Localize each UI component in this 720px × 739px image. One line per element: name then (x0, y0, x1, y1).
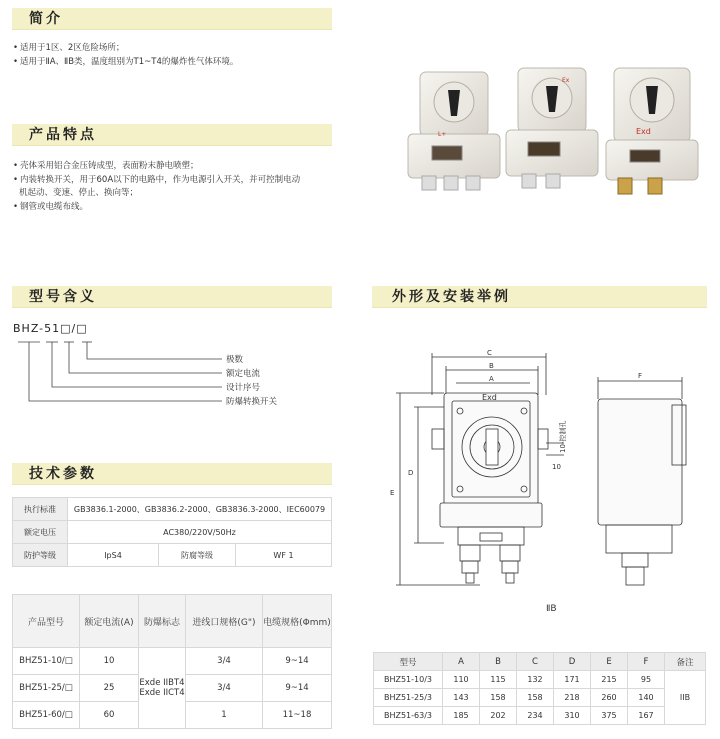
feature-bullet-3: • 钢管或电缆布线。 (13, 201, 88, 213)
corrosion-label: 防腐等级 (159, 544, 236, 567)
table-row (13, 544, 332, 567)
dim-cell-f: 167 (628, 707, 665, 725)
feature-bullet-2-cont: 机起动、变速、停止、换向等； (19, 188, 139, 198)
section-title-model: 型号含义 (29, 289, 97, 305)
product-photo (380, 60, 710, 220)
dim-cell-c: 234 (517, 707, 554, 725)
model-legend-current: 额定电流 (226, 369, 261, 379)
dim-header-f: F (628, 653, 665, 671)
std-label: 执行标准 (13, 498, 68, 521)
dim-cell-model: BHZ51-25/3 (374, 689, 443, 707)
marking-line-2: Exde IICT4 (139, 688, 185, 698)
spec-cell-current: 60 (80, 702, 139, 729)
dim-header-remark: 备注 (665, 653, 706, 671)
table-row (13, 498, 332, 521)
spec-cell-thread: 1 (186, 702, 263, 729)
dim-cell-b: 115 (480, 671, 517, 689)
dim-cell-d: 310 (554, 707, 591, 725)
section-title-intro: 简介 (29, 11, 63, 27)
intro-bullet-2: • 适用于ⅡA、ⅡB类，温度组别为T1~T4的爆炸性气体环境。 (13, 56, 238, 68)
model-legend-poles: 极数 (226, 355, 244, 365)
dim-cell-f: 95 (628, 671, 665, 689)
table-row (374, 707, 706, 725)
photo-mark-3: Exd (636, 127, 651, 136)
dim-cell-a: 143 (443, 689, 480, 707)
dim-label-c: C (487, 349, 492, 357)
section-header-params (12, 463, 332, 485)
dim-cell-e: 375 (591, 707, 628, 725)
switch-unit-1 (408, 72, 500, 190)
spec-cell-model: BHZ51-25/□ (13, 675, 80, 702)
photo-mark-2: Ex (562, 77, 570, 84)
dim-label-hole: 10-控制孔 (559, 420, 567, 453)
dim-cell-c: 158 (517, 689, 554, 707)
voltage-value: AC380/220V/50Hz (68, 521, 332, 544)
dim-cell-c: 132 (517, 671, 554, 689)
params-table (12, 497, 332, 567)
dim-cell-model: BHZ51-10/3 (374, 671, 443, 689)
dim-header-a: A (443, 653, 480, 671)
dim-label-f: F (638, 372, 643, 380)
spec-cell-thread: 3/4 (186, 675, 263, 702)
dim-header-b: B (480, 653, 517, 671)
dim-cell-f: 140 (628, 689, 665, 707)
spec-cell-current: 25 (80, 675, 139, 702)
ip-value: IpS4 (68, 544, 159, 567)
table-row (374, 671, 706, 689)
model-code: BHZ-51□/□ (13, 322, 88, 335)
spec-cell-thread: 3/4 (186, 648, 263, 675)
switch-unit-2 (506, 68, 598, 188)
spec-cell-cable: 9~14 (263, 648, 332, 675)
feature-bullet-2: • 内装转换开关，用于60A以下的电路中，作为电源引入开关，并可控制电动 (13, 174, 300, 186)
table-row (13, 521, 332, 544)
section-title-outline: 外形及安装举例 (392, 289, 511, 305)
spec-header-thread: 进线口规格(G") (186, 595, 263, 648)
voltage-label: 额定电压 (13, 521, 68, 544)
spec-table (12, 594, 332, 729)
dim-cell-e: 260 (591, 689, 628, 707)
dim-cell-b: 158 (480, 689, 517, 707)
dim-label-d: D (408, 469, 414, 477)
dim-cell-b: 202 (480, 707, 517, 725)
spec-cell-model: BHZ51-10/□ (13, 648, 80, 675)
spec-cell-model: BHZ51-60/□ (13, 702, 80, 729)
drawing-exd-label: Exd (482, 393, 497, 402)
feature-bullet-1: • 壳体采用铝合金压铸成型，表面粉末静电喷塑； (13, 160, 199, 172)
model-code-lines (0, 0, 360, 420)
table-row (13, 648, 332, 675)
spec-header-cable: 电缆规格(Φmm) (263, 595, 332, 648)
table-row (374, 689, 706, 707)
dim-label-e: E (390, 489, 395, 497)
corrosion-value: WF 1 (236, 544, 332, 567)
model-legend-type: 防爆转换开关 (226, 397, 278, 407)
model-legend-serial: 设计序号 (226, 383, 261, 393)
dimension-table (373, 652, 706, 725)
spec-header-current: 额定电流(A) (80, 595, 139, 648)
spec-header-model: 产品型号 (13, 595, 80, 648)
dim-cell-remark: IIB (665, 671, 706, 725)
std-value: GB3836.1-2000、GB3836.2-2000、GB3836.3-2000、IEC60079 (68, 498, 332, 521)
table-header-row (13, 595, 332, 648)
dim-cell-model: BHZ51-63/3 (374, 707, 443, 725)
section-title-features: 产品特点 (29, 127, 97, 143)
intro-bullet-1: • 适用于1区、2区危险场所； (13, 42, 124, 54)
table-header-row (374, 653, 706, 671)
dim-label-b: B (489, 362, 494, 370)
section-title-params: 技术参数 (29, 466, 97, 482)
dim-cell-a: 110 (443, 671, 480, 689)
dim-header-e: E (591, 653, 628, 671)
dim-cell-d: 218 (554, 689, 591, 707)
dim-header-d: D (554, 653, 591, 671)
photo-mark-1: L+ (438, 131, 447, 138)
switch-unit-3 (606, 68, 698, 194)
marking-line-1: Exde IIBT4 (139, 678, 185, 688)
section-header-outline (372, 286, 707, 308)
spec-cell-cable: 11~18 (263, 702, 332, 729)
dim-header-model: 型号 (374, 653, 443, 671)
spec-cell-marking (139, 648, 186, 729)
dim-header-c: C (517, 653, 554, 671)
outline-drawing (370, 345, 710, 630)
dim-label-a: A (489, 375, 494, 383)
drawing-caption: ⅡB (546, 604, 557, 614)
dim-label-10: 10 (552, 463, 561, 471)
spec-cell-cable: 9~14 (263, 675, 332, 702)
dim-cell-a: 185 (443, 707, 480, 725)
dim-cell-d: 171 (554, 671, 591, 689)
spec-cell-current: 10 (80, 648, 139, 675)
spec-header-marking: 防爆标志 (139, 595, 186, 648)
ip-label: 防护等级 (13, 544, 68, 567)
dim-cell-e: 215 (591, 671, 628, 689)
